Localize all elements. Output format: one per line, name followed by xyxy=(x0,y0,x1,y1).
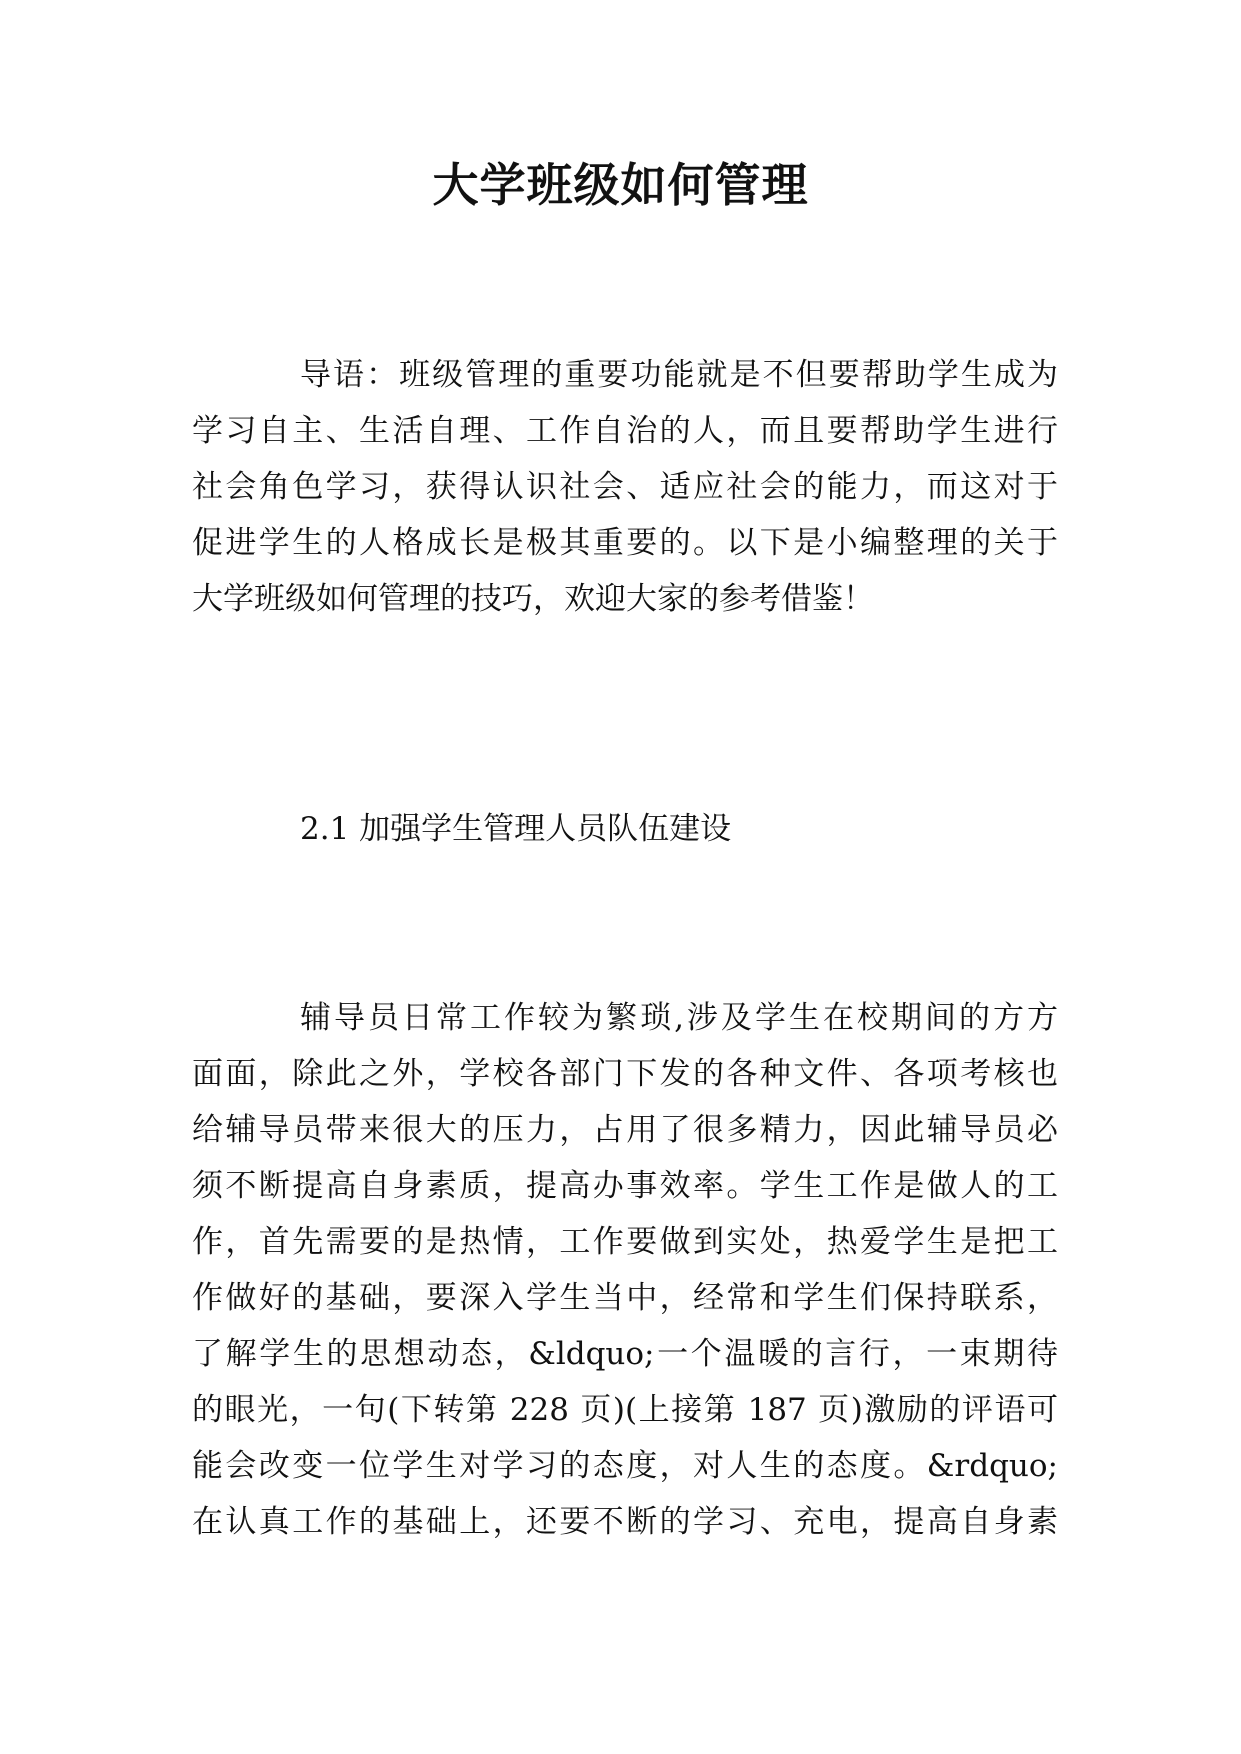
intro-line: 学习自主、生活自理、工作自治的人，而且要帮助学生进行 xyxy=(192,413,1058,449)
body-paragraph xyxy=(192,990,1058,1550)
body-line: 能会改变一位学生对学习的态度，对人生的态度。&rdquo; xyxy=(192,1448,1058,1484)
page-title: 大学班级如何管理 xyxy=(432,158,809,212)
body-line: 的眼光，一句(下转第 228 页)(上接第 187 页)激励的评语可 xyxy=(192,1392,1058,1428)
intro-line: 促进学生的人格成长是极其重要的。以下是小编整理的关于 xyxy=(192,525,1058,561)
body-line: 作，首先需要的是热情，工作要做到实处，热爱学生是把工 xyxy=(192,1224,1058,1260)
body-line: 作做好的基础，要深入学生当中，经常和学生们保持联系， xyxy=(192,1280,1058,1316)
body-line: 在认真工作的基础上，还要不断的学习、充电，提高自身素 xyxy=(192,1504,1058,1540)
intro-line: 大学班级如何管理的技巧，欢迎大家的参考借鉴！ xyxy=(192,581,874,617)
intro-line: 社会角色学习，获得认识社会、适应社会的能力，而这对于 xyxy=(192,469,1058,505)
intro-line: 导语：班级管理的重要功能就是不但要帮助学生成为 xyxy=(300,357,1058,393)
body-line: 了解学生的思想动态，&ldquo;一个温暖的言行，一束期待 xyxy=(192,1336,1058,1372)
body-line: 面面，除此之外，学校各部门下发的各种文件、各项考核也 xyxy=(192,1056,1058,1092)
body-line: 给辅导员带来很大的压力，占用了很多精力，因此辅导员必 xyxy=(192,1112,1058,1148)
section-heading: 2.1 加强学生管理人员队伍建设 xyxy=(300,811,732,847)
body-line: 辅导员日常工作较为繁琐,涉及学生在校期间的方方 xyxy=(300,1000,1058,1036)
intro-paragraph xyxy=(192,347,1058,627)
body-line: 须不断提高自身素质，提高办事效率。学生工作是做人的工 xyxy=(192,1168,1058,1204)
